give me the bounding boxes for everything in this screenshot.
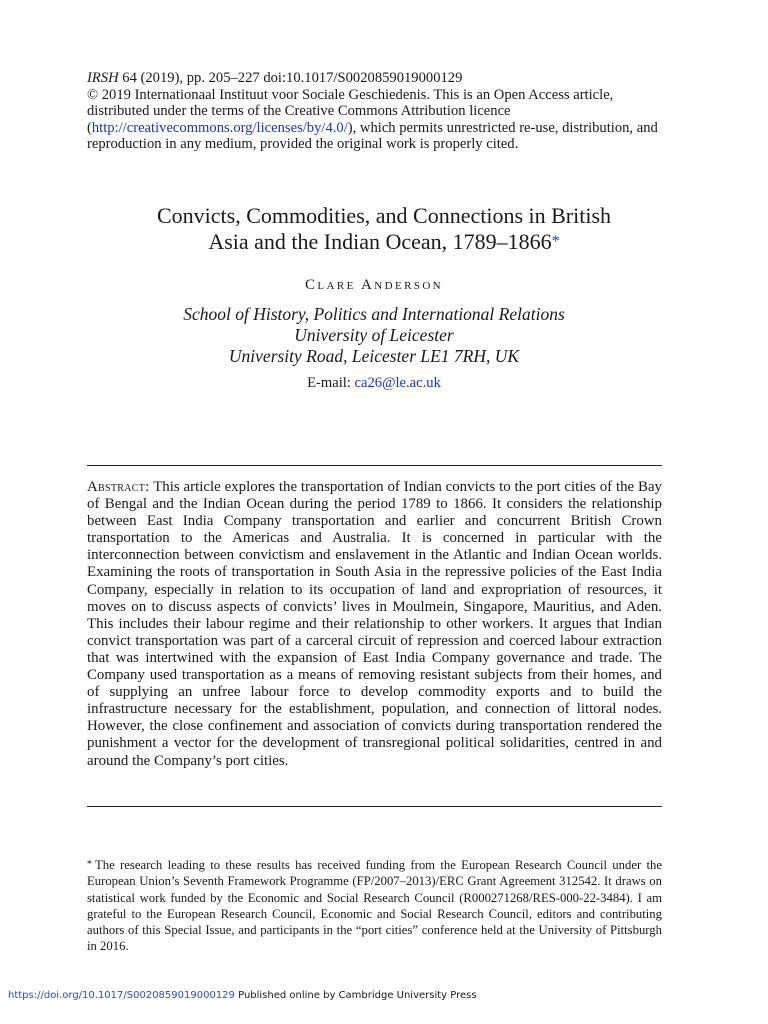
title-line-1: Convicts, Commodities, and Connections in British: [156, 203, 612, 228]
email-label: E-mail:: [307, 375, 355, 391]
footnote: [87, 857, 662, 955]
doi-link[interactable]: https://doi.org/10.1017/S0020859019000129: [8, 990, 235, 1001]
published-notice: Published online by Cambridge University Press: [234, 990, 477, 1001]
footnote-text: The research leading to these results has received funding from the European Research Council under the European Union’s Seventh Framework Programme (FP/2007–2013)/ERC Grant Agreement 312542. It draws on statistical work funded by the Economic and Social Research Council (R000271268/RES-000-22-3484). I am grateful to the European Research Council, Economic and Social Research Council, editors and contributing authors of this Special Issue, and participants in the “port cities” conference held at the University of Pittsburgh in 2016.: [87, 858, 662, 954]
copyright-text-start: © 2019 Internationaal Instituut voor Sociale Geschiedenis. This is an Open Access article, distributed under the terms of the Creative Commons Attribution licence (: [87, 86, 614, 136]
page-footer: [8, 990, 748, 1001]
abstract-text: This article explores the transportation of Indian convicts to the port cities of the Bay of Bengal and the Indian Ocean during the period 1789 to 1866. It considers the relationship between East India Company transportation and earlier and concurrent British Crown transportation to the Americas and Australia. It is concerned in particular with the interconnection between convictism and enslavement in the Atlantic and Indian Ocean worlds. Examining the roots of transportation in South Asia in the repressive policies of the East India Company, especially in relation to its occupation of land and expropriation of resources, it moves on to discuss aspects of convicts’ lives in Moulmein, Singapore, Mauritius, and Aden. This includes their labour regime and their relationship to other workers. It argues that Indian convict transportation was part of a carceral circuit of repression and coerced labour extraction that was intertwined with the expansion of East India Company governance and trade. The Company used transportation as a means of removing resistant subjects from their homes, and of supplying an unfree labour force to develop commodity exports and to build the infrastructure necessary for the establishment, population, and connection of littoral nodes. However, the close confinement and association of convicts during transportation rendered the punishment a vector for the development of transregional political solidarities, centred in and around the Company’s port cities.: [87, 479, 662, 769]
affiliation-line-2: University of Leicester: [294, 325, 454, 345]
title-footnote-marker[interactable]: *: [551, 233, 560, 250]
abstract: [87, 479, 662, 770]
author-name: Clare Anderson: [304, 277, 444, 293]
license-link[interactable]: http://creativecommons.org/licenses/by/4.0/: [91, 119, 348, 136]
abstract-top-rule: [87, 465, 662, 466]
footnote-marker: *: [87, 859, 92, 870]
email-line: [0, 375, 748, 392]
copyright-notice: [87, 87, 677, 153]
title-line-2: Asia and the Indian Ocean, 1789–1866: [208, 229, 552, 254]
affiliation-line-3: University Road, Leicester LE1 7RH, UK: [228, 346, 520, 366]
citation-details: 64 (2019), pp. 205–227 doi:10.1017/S0020859019000129: [118, 70, 463, 86]
journal-abbrev: IRSH: [87, 70, 119, 86]
article-header: [87, 70, 677, 153]
abstract-label: Abstract:: [87, 479, 150, 495]
affiliation-line-1: School of History, Politics and International Relations: [183, 304, 565, 324]
email-link[interactable]: ca26@le.ac.uk: [354, 375, 441, 391]
copyright-text-end: ), which permits unrestricted re-use, distribution, and reproduction in any medium, provided the original work is properly cited.: [87, 119, 658, 153]
author-affiliation: [60, 304, 688, 367]
abstract-bottom-rule: [87, 806, 662, 807]
article-title: [60, 203, 708, 255]
citation-line: [87, 70, 677, 87]
